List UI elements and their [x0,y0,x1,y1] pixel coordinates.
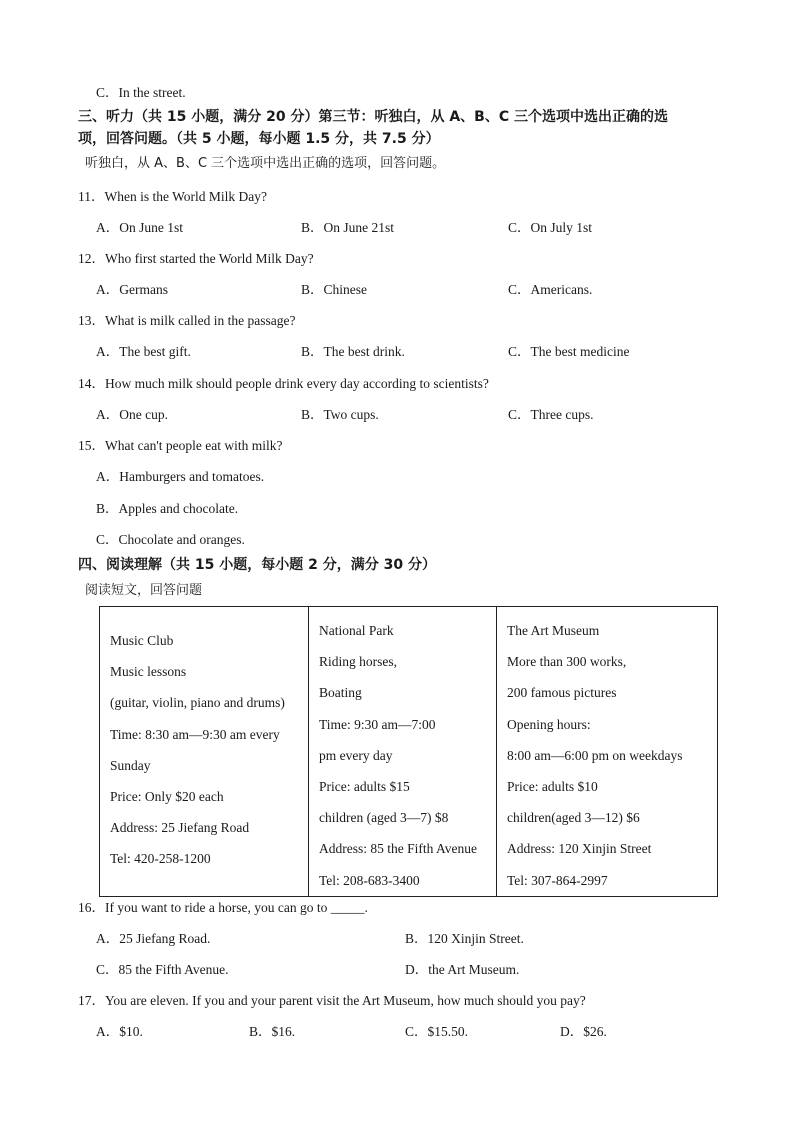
question-13-option-c[interactable]: C．The best medicine [508,344,630,359]
ad-line: children(aged 3—12) $6 [507,810,640,826]
question-16-option-b[interactable]: B．120 Xinjin Street. [405,931,524,946]
ad-line: Tel: 307-864-2997 [507,872,608,888]
question-14-option-b[interactable]: B．Two cups. [301,407,379,422]
ads-table [99,606,718,897]
question-13-option-a[interactable]: A．The best gift. [96,344,191,359]
question-12-option-a[interactable]: A．Germans [96,282,168,297]
ad-line: Riding horses, [319,654,398,670]
question-17-option-a[interactable]: A．$10. [96,1024,143,1039]
question-17-stem: 17．You are eleven. If you and your parent visit the Art Museum, how much should you pay? [78,993,586,1008]
question-17-option-b[interactable]: B．$16. [249,1024,296,1039]
ad-line: Opening hours: [507,716,591,732]
ad-line: Address: 120 Xinjin Street [507,841,652,857]
question-11-option-b[interactable]: B．On June 21st [301,220,395,235]
ad-art-museum [497,607,718,897]
ad-line: Tel: 420-258-1200 [110,851,211,867]
question-15-option-a[interactable]: A．Hamburgers and tomatoes. [96,469,265,484]
question-11-stem: 11．When is the World Milk Day? [78,189,268,204]
ad-line: 200 famous pictures [507,685,617,701]
ad-line: Time: 9:30 am—7:00 [319,716,436,732]
ad-line: 8:00 am—6:00 pm on weekdays [507,747,683,763]
ad-line: Address: 25 Jiefang Road [110,820,250,836]
section3-instruction: 听独白，从 A、B、C 三个选项中选出正确的选项，回答问题。 [85,156,446,171]
ad-line: More than 300 works, [507,654,627,670]
ad-line: Music lessons [110,664,187,680]
ad-line: Time: 8:30 am—9:30 am every [110,726,280,742]
question-16-option-a[interactable]: A．25 Jiefang Road. [96,931,211,946]
ad-line: Price: Only $20 each [110,789,224,805]
ad-line: Price: adults $10 [507,779,598,795]
ad-line: Sunday [110,757,151,773]
ad-line: The Art Museum [507,623,600,638]
section3-heading-line2: 项，回答问题。（共 5 小题，每小题 1.5 分，共 7.5 分） [78,131,440,147]
question-12-option-c[interactable]: C．Americans. [508,282,593,297]
ad-national-park [309,607,497,897]
ad-line: Tel: 208-683-3400 [319,872,420,888]
question-17-option-c[interactable]: C．$15.50. [405,1024,469,1039]
ad-line: pm every day [319,747,393,763]
question-13-option-b[interactable]: B．The best drink. [301,344,405,359]
question-14-option-a[interactable]: A．One cup. [96,407,168,422]
question-12-stem: 12．Who first started the World Milk Day? [78,251,314,266]
section4-instruction: 阅读短文，回答问题 [85,583,203,598]
question-16-option-c[interactable]: C．85 the Fifth Avenue. [96,962,229,977]
section4-heading: 四、阅读理解（共 15 小题，每小题 2 分，满分 30 分） [78,557,436,573]
section3-heading-line1: 三、听力（共 15 小题，满分 20 分）第三节：听独白，从 A、B、C 三个选项中选出正确的选 [78,109,668,125]
ad-line: National Park [319,623,394,638]
question-12-option-b[interactable]: B．Chinese [301,282,367,297]
question-15-option-c[interactable]: C．Chocolate and oranges. [96,532,245,547]
previous-option-c: C．In the street. [96,85,186,100]
question-13-stem: 13．What is milk called in the passage? [78,313,296,328]
ad-line: Address: 85 the Fifth Avenue [319,841,477,857]
question-14-stem: 14．How much milk should people drink every day according to scientists? [78,376,489,391]
ad-line: children (aged 3—7) $8 [319,810,449,826]
question-14-option-c[interactable]: C．Three cups. [508,407,594,422]
question-16-stem: 16．If you want to ride a horse, you can go to _____. [78,900,368,915]
question-11-option-c[interactable]: C．On July 1st [508,220,593,235]
ad-line: Price: adults $15 [319,779,410,795]
question-15-stem: 15．What can't people eat with milk? [78,438,283,453]
ad-music-club [100,607,309,897]
question-17-option-d[interactable]: D．$26. [560,1024,607,1039]
ad-line: (guitar, violin, piano and drums) [110,695,285,711]
ad-line: Boating [319,685,362,701]
question-16-option-d[interactable]: D．the Art Museum. [405,962,520,977]
ad-line: Music Club [110,633,174,648]
question-15-option-b[interactable]: B．Apples and chocolate. [96,501,239,516]
question-11-option-a[interactable]: A．On June 1st [96,220,183,235]
